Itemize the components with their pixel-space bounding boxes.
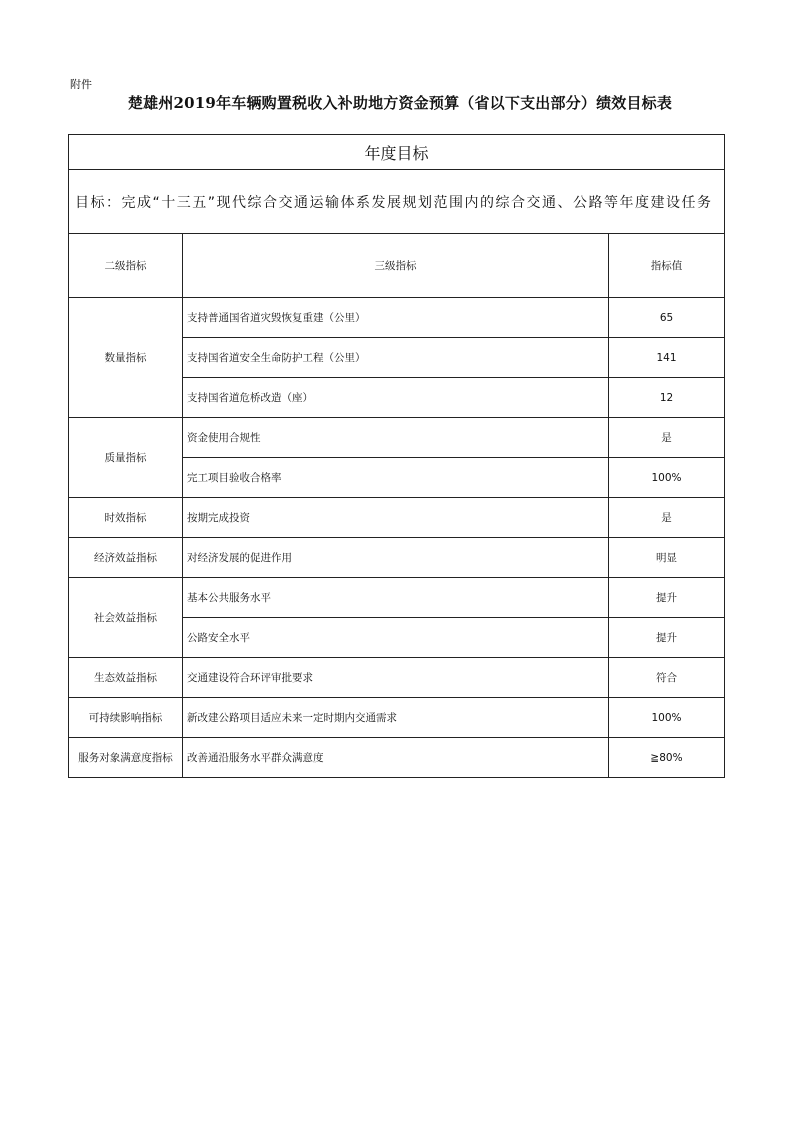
table-row <box>69 538 725 578</box>
indicator-value: 提升 <box>609 618 725 658</box>
level2-indicator: 社会效益指标 <box>69 578 183 658</box>
indicator-value: 65 <box>609 298 725 338</box>
table-row <box>69 298 725 338</box>
table-row <box>69 578 725 618</box>
level3-indicator: 交通建设符合环评审批要求 <box>183 658 609 698</box>
table-row <box>69 498 725 538</box>
indicator-value: 是 <box>609 418 725 458</box>
level3-indicator: 基本公共服务水平 <box>183 578 609 618</box>
table-row <box>69 418 725 458</box>
level2-indicator: 质量指标 <box>69 418 183 498</box>
indicator-value: 符合 <box>609 658 725 698</box>
level2-indicator: 数量指标 <box>69 298 183 418</box>
annual-goal-header: 年度目标 <box>69 135 725 170</box>
indicator-value: 100% <box>609 698 725 738</box>
level2-indicator: 时效指标 <box>69 498 183 538</box>
level2-indicator: 经济效益指标 <box>69 538 183 578</box>
indicator-value: 提升 <box>609 578 725 618</box>
indicator-value: 明显 <box>609 538 725 578</box>
level2-indicator: 服务对象满意度指标 <box>69 738 183 778</box>
level3-indicator: 支持普通国省道灾毁恢复重建（公里） <box>183 298 609 338</box>
table-row <box>69 698 725 738</box>
level3-indicator: 完工项目验收合格率 <box>183 458 609 498</box>
level2-indicator: 可持续影响指标 <box>69 698 183 738</box>
level2-indicator: 生态效益指标 <box>69 658 183 698</box>
column-header-row <box>69 234 725 298</box>
level3-indicator: 资金使用合规性 <box>183 418 609 458</box>
indicator-value: 100% <box>609 458 725 498</box>
table-row <box>69 658 725 698</box>
indicator-value: 是 <box>609 498 725 538</box>
column-header-level2: 二级指标 <box>69 234 183 298</box>
performance-target-table <box>68 134 725 778</box>
page-title: 楚雄州2019年车辆购置税收入补助地方资金预算（省以下支出部分）绩效目标表 <box>127 94 673 112</box>
indicator-value: 12 <box>609 378 725 418</box>
goal-text: 目标：完成“十三五”现代综合交通运输体系发展规划范围内的综合交通、公路等年度建设任务 <box>69 170 725 234</box>
indicator-value: 141 <box>609 338 725 378</box>
level3-indicator: 按期完成投资 <box>183 498 609 538</box>
column-header-value: 指标值 <box>609 234 725 298</box>
level3-indicator: 新改建公路项目适应未来一定时期内交通需求 <box>183 698 609 738</box>
indicator-value: ≧80% <box>609 738 725 778</box>
table-row <box>69 738 725 778</box>
level3-indicator: 改善通沿服务水平群众满意度 <box>183 738 609 778</box>
attachment-label: 附件 <box>70 78 92 91</box>
level3-indicator: 支持国省道安全生命防护工程（公里） <box>183 338 609 378</box>
level3-indicator: 对经济发展的促进作用 <box>183 538 609 578</box>
level3-indicator: 支持国省道危桥改造（座） <box>183 378 609 418</box>
column-header-level3: 三级指标 <box>183 234 609 298</box>
level3-indicator: 公路安全水平 <box>183 618 609 658</box>
